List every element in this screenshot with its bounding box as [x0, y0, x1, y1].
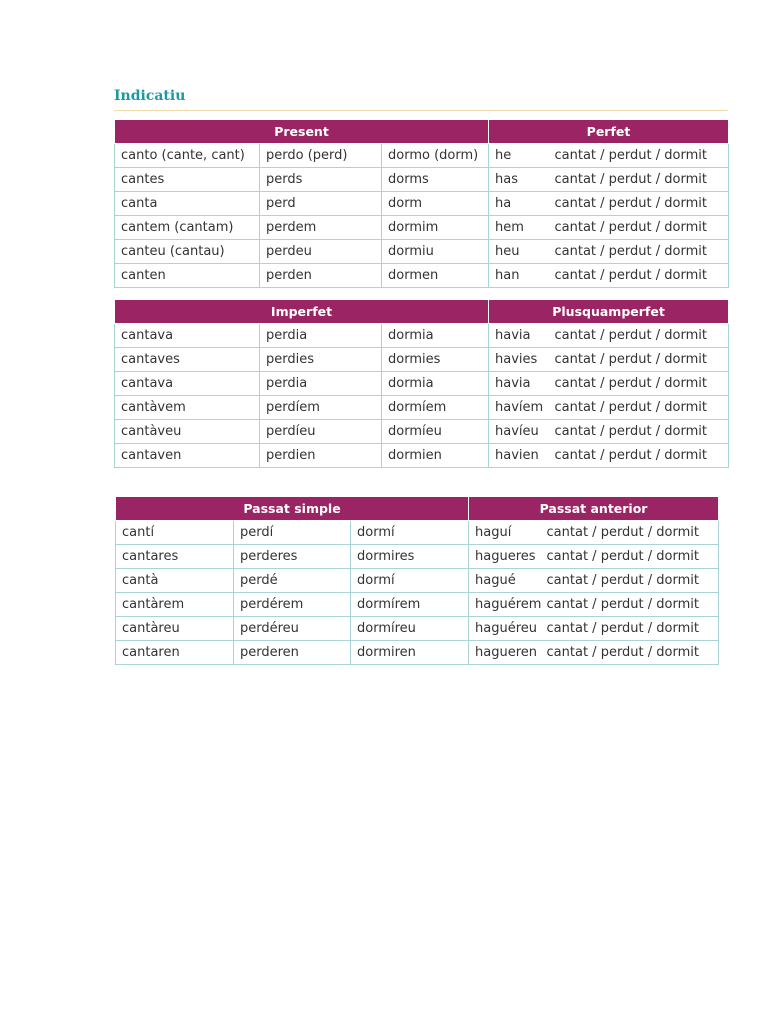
- auxiliary: hem: [489, 216, 555, 240]
- verb-cantar: cantava: [115, 324, 260, 348]
- table-row: [116, 641, 719, 665]
- verb-dormir: dormíem: [382, 396, 489, 420]
- auxiliary: havies: [489, 348, 555, 372]
- verb-cantar: canten: [115, 264, 260, 288]
- header-present: Present: [115, 120, 489, 144]
- verb-perdre: perdia: [260, 324, 382, 348]
- auxiliary: havíeu: [489, 420, 555, 444]
- verb-cantar: cantaren: [116, 641, 234, 665]
- verb-cantar: cantàvem: [115, 396, 260, 420]
- auxiliary: heu: [489, 240, 555, 264]
- verb-dormir: dormíreu: [351, 617, 469, 641]
- participles: cantat / perdut / dormit: [555, 372, 729, 396]
- auxiliary: ha: [489, 192, 555, 216]
- auxiliary: haguérem: [469, 593, 547, 617]
- table-row: [115, 372, 729, 396]
- verb-dormir: dormien: [382, 444, 489, 468]
- verb-cantar: cantaven: [115, 444, 260, 468]
- verb-cantar: cantàveu: [115, 420, 260, 444]
- verb-dormir: dormí: [351, 569, 469, 593]
- table-row: [116, 593, 719, 617]
- auxiliary: hagué: [469, 569, 547, 593]
- participles: cantat / perdut / dormit: [555, 216, 729, 240]
- verb-dormir: dormia: [382, 372, 489, 396]
- section-title: Indicatiu: [114, 88, 186, 104]
- table-row: [115, 168, 729, 192]
- title-divider: [114, 110, 728, 111]
- table-row: [115, 144, 729, 168]
- verb-perdre: perdies: [260, 348, 382, 372]
- verb-dormir: dorms: [382, 168, 489, 192]
- auxiliary: han: [489, 264, 555, 288]
- participles: cantat / perdut / dormit: [555, 324, 729, 348]
- table-row: [115, 420, 729, 444]
- table-header-row: [115, 300, 729, 324]
- verb-dormir: dormí: [351, 521, 469, 545]
- table-header-row: [115, 120, 729, 144]
- participles: cantat / perdut / dormit: [555, 348, 729, 372]
- table-row: [116, 545, 719, 569]
- verb-cantar: canto (cante, cant): [115, 144, 260, 168]
- participles: cantat / perdut / dormit: [555, 396, 729, 420]
- header-passat-simple: Passat simple: [116, 497, 469, 521]
- auxiliary: havien: [489, 444, 555, 468]
- verb-perdre: perdéreu: [234, 617, 351, 641]
- auxiliary: havia: [489, 324, 555, 348]
- header-passat-anterior: Passat anterior: [469, 497, 719, 521]
- verb-perdre: perdíeu: [260, 420, 382, 444]
- participles: cantat / perdut / dormit: [555, 144, 729, 168]
- table-row: [115, 444, 729, 468]
- verb-dormir: dormiu: [382, 240, 489, 264]
- verb-cantar: cantí: [116, 521, 234, 545]
- verb-dormir: dormo (dorm): [382, 144, 489, 168]
- participles: cantat / perdut / dormit: [555, 444, 729, 468]
- header-plusquamperfet: Plusquamperfet: [489, 300, 729, 324]
- verb-dormir: dorm: [382, 192, 489, 216]
- participles: cantat / perdut / dormit: [547, 641, 719, 665]
- verb-perdre: perdem: [260, 216, 382, 240]
- table-row: [116, 569, 719, 593]
- table-row: [115, 216, 729, 240]
- participles: cantat / perdut / dormit: [547, 545, 719, 569]
- table-row: [115, 240, 729, 264]
- verb-cantar: cantàreu: [116, 617, 234, 641]
- verb-perdre: perdo (perd): [260, 144, 382, 168]
- table-row: [115, 192, 729, 216]
- verb-perdre: perdíem: [260, 396, 382, 420]
- verb-cantar: cantes: [115, 168, 260, 192]
- verb-perdre: perd: [260, 192, 382, 216]
- auxiliary: haguí: [469, 521, 547, 545]
- participles: cantat / perdut / dormit: [547, 569, 719, 593]
- verb-perdre: perden: [260, 264, 382, 288]
- verb-cantar: cantà: [116, 569, 234, 593]
- auxiliary: havia: [489, 372, 555, 396]
- participles: cantat / perdut / dormit: [555, 168, 729, 192]
- table-row: [115, 348, 729, 372]
- table-row: [115, 264, 729, 288]
- verb-cantar: cantaves: [115, 348, 260, 372]
- table-passat-simple-anterior: [115, 497, 719, 665]
- verb-dormir: dormires: [351, 545, 469, 569]
- verb-dormir: dormim: [382, 216, 489, 240]
- verb-dormir: dormiren: [351, 641, 469, 665]
- auxiliary: havíem: [489, 396, 555, 420]
- auxiliary: he: [489, 144, 555, 168]
- auxiliary: haguéreu: [469, 617, 547, 641]
- verb-cantar: cantares: [116, 545, 234, 569]
- verb-perdre: perdeu: [260, 240, 382, 264]
- participles: cantat / perdut / dormit: [555, 240, 729, 264]
- verb-dormir: dormíeu: [382, 420, 489, 444]
- verb-perdre: perdé: [234, 569, 351, 593]
- table-imperfet-plusquamperfet: [114, 300, 729, 468]
- verb-cantar: cantava: [115, 372, 260, 396]
- table-present-perfet: [114, 120, 729, 288]
- table-row: [115, 396, 729, 420]
- table-row: [115, 324, 729, 348]
- table-row: [116, 521, 719, 545]
- participles: cantat / perdut / dormit: [547, 593, 719, 617]
- verb-perdre: perdérem: [234, 593, 351, 617]
- verb-cantar: cantem (cantam): [115, 216, 260, 240]
- auxiliary: has: [489, 168, 555, 192]
- table-header-row: [116, 497, 719, 521]
- verb-dormir: dormia: [382, 324, 489, 348]
- participles: cantat / perdut / dormit: [555, 192, 729, 216]
- verb-dormir: dormírem: [351, 593, 469, 617]
- verb-perdre: perdí: [234, 521, 351, 545]
- verb-dormir: dormen: [382, 264, 489, 288]
- verb-perdre: perds: [260, 168, 382, 192]
- verb-perdre: perderen: [234, 641, 351, 665]
- verb-perdre: perderes: [234, 545, 351, 569]
- verb-cantar: canteu (cantau): [115, 240, 260, 264]
- header-imperfet: Imperfet: [115, 300, 489, 324]
- verb-cantar: cantàrem: [116, 593, 234, 617]
- participles: cantat / perdut / dormit: [555, 420, 729, 444]
- participles: cantat / perdut / dormit: [547, 617, 719, 641]
- verb-perdre: perdia: [260, 372, 382, 396]
- auxiliary: hagueres: [469, 545, 547, 569]
- header-perfet: Perfet: [489, 120, 729, 144]
- verb-dormir: dormies: [382, 348, 489, 372]
- table-row: [116, 617, 719, 641]
- participles: cantat / perdut / dormit: [547, 521, 719, 545]
- auxiliary: hagueren: [469, 641, 547, 665]
- verb-cantar: canta: [115, 192, 260, 216]
- participles: cantat / perdut / dormit: [555, 264, 729, 288]
- verb-perdre: perdien: [260, 444, 382, 468]
